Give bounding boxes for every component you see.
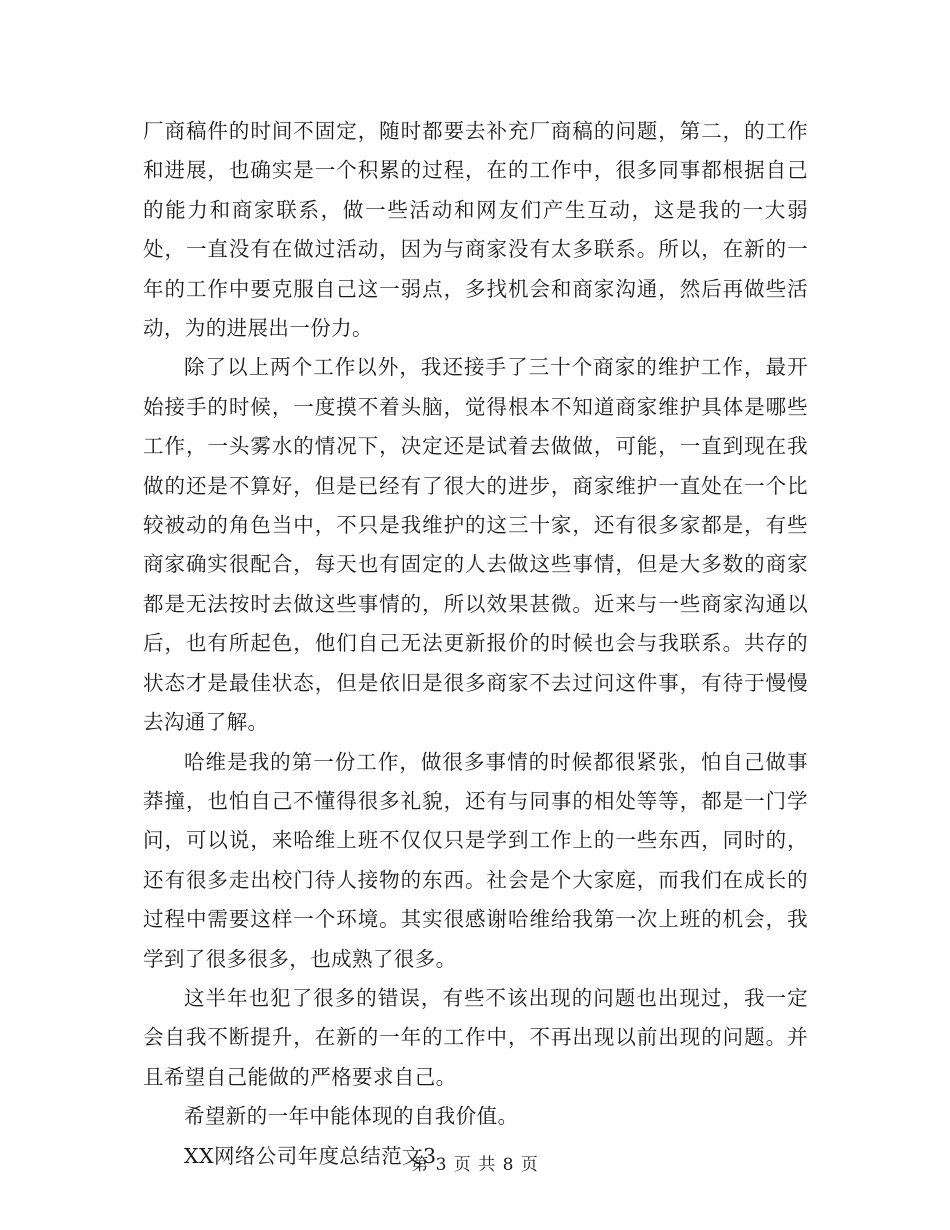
paragraph-3: 哈维是我的第一份工作，做很多事情的时候都很紧张，怕自己做事莽撞，也怕自己不懂得很多礼貌，还有与同事的相处等等，都是一门学问，可以说，来哈维上班不仅仅只是学到工作上的一些东西，同时的，还有很多走出校门待人接物的东西。社会是个大家庭，而我们在成长的过程中需要这样一个环境。其实很感谢哈维给我第一次上班的机会，我学到了很多很多，也成熟了很多。 <box>143 749 808 971</box>
page-footer: 第 3 页 共 8 页 <box>411 1155 539 1175</box>
section-heading: XX网络公司年度总结范文3 <box>184 1143 437 1168</box>
paragraph-1: 厂商稿件的时间不固定，随时都要去补充厂商稿的问题，第二，的工作和进展，也确实是一个积累的过程，在的工作中，很多同事都根据自己的能力和商家联系，做一些活动和网友们产生互动，这是我的一大弱处，一直没有在做过活动，因为与商家没有太多联系。所以，在新的一年的工作中要克服自己这一弱点，多找机会和商家沟通，然后再做些活动，为的进展出一份力。 <box>143 119 808 341</box>
paragraph-4: 这半年也犯了很多的错误，有些不该出现的问题也出现过，我一定会自我不断提升，在新的一年的工作中，不再出现以前出现的问题。并且希望自己能做的严格要求自己。 <box>143 985 808 1089</box>
paragraph-5: 希望新的一年中能体现的自我价值。 <box>184 1104 519 1129</box>
paragraph-2: 除了以上两个工作以外，我还接手了三十个商家的维护工作，最开始接手的时候，一度摸不着头脑，觉得根本不知道商家维护具体是哪些工作，一头雾水的情况下，决定还是试着去做做，可能，一直到现在我做的还是不算好，但是已经有了很大的进步，商家维护一直处在一个比较被动的角色当中，不只是我维护的这三十家，还有很多家都是，有些商家确实很配合，每天也有固定的人去做这些事情，但是大多数的商家都是无法按时去做这些事情的，所以效果甚微。近来与一些商家沟通以后，也有所起色，他们自己无法更新报价的时候也会与我联系。共存的状态才是最佳状态，但是依旧是很多商家不去过问这件事，有待于慢慢去沟通了解。 <box>143 355 808 735</box>
document-body <box>143 112 808 1176</box>
